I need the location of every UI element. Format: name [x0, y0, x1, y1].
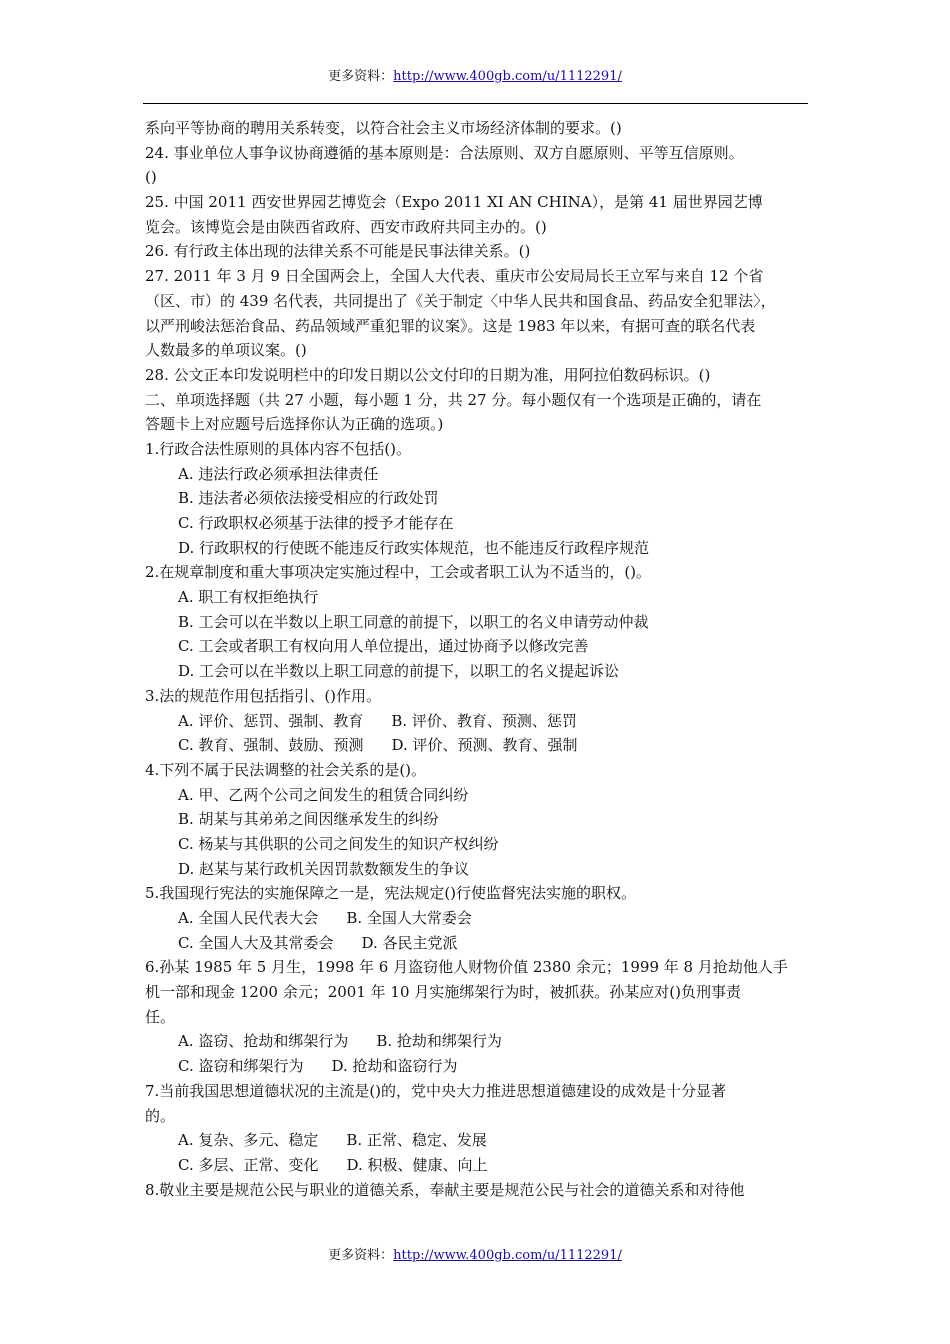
option-b: B. 工会可以在半数以上职工同意的前提下，以职工的名义申请劳动仲裁 [178, 612, 649, 631]
option-row [145, 1128, 809, 1153]
text-line: 系向平等协商的聘用关系转变，以符合社会主义市场经济体制的要求。() [145, 119, 622, 137]
option-c: C. 杨某与其供职的公司之间发生的知识产权纠纷 [178, 834, 499, 853]
option-row [145, 1054, 809, 1079]
header-prefix: 更多资料： [328, 69, 394, 84]
document-body [145, 116, 809, 1202]
option-c: C. 工会或者职工有权向用人单位提出，通过协商予以修改完善 [178, 637, 589, 656]
option-a: A. 复杂、多元、稳定 [178, 1131, 319, 1150]
text-line: 机一部和现金 1200 余元；2001 年 10 月实施绑架行为时，被抓获。孙某应对()负刑事责 [145, 983, 741, 1002]
option-d: D. 评价、预测、教育、强制 [391, 736, 578, 755]
text-line: （区、市）的 439 名代表，共同提出了《关于制定〈中华人民共和国食品、药品安全犯罪法〉， [145, 291, 776, 310]
text-line: 答题卡上对应题号后选择你认为正确的选项。) [145, 415, 444, 434]
question-24: 24. 事业单位人事争议协商遵循的基本原则是：合法原则、双方自愿原则、平等互信原则。 [145, 143, 744, 162]
option-a: A. 全国人民代表大会 [178, 909, 319, 927]
text-line: 任。 [145, 1007, 176, 1026]
question-5: 5.我国现行宪法的实施保障之一是，宪法规定()行使监督宪法实施的职权。 [145, 884, 637, 903]
question-4: 4.下列不属于民法调整的社会关系的是()。 [145, 760, 427, 779]
question-28: 28. 公文正本印发说明栏中的印发日期以公文付印的日期为准，用阿拉伯数码标识。() [145, 365, 711, 384]
option-c: C. 教育、强制、鼓励、预测 [178, 736, 364, 755]
footer-prefix: 更多资料： [328, 1248, 394, 1263]
option-b: B. 评价、教育、预测、惩罚 [391, 711, 577, 730]
question-6: 6.孙某 1985 年 5 月生，1998 年 6 月盗窃他人财物价值 2380 余元；1999 年 8 月抢劫他人手 [145, 958, 788, 977]
option-c: C. 全国人大及其常委会 [178, 933, 334, 952]
header-link[interactable]: http://www.400gb.com/u/1112291/ [393, 69, 622, 84]
option-row [145, 906, 809, 931]
option-a: A. 盗窃、抢劫和绑架行为 [178, 1032, 349, 1051]
option-row [145, 709, 809, 734]
text-line: 的。 [145, 1106, 176, 1125]
text-line: () [145, 168, 157, 187]
option-a: A. 职工有权拒绝执行 [178, 588, 319, 607]
option-d: D. 各民主党派 [361, 933, 458, 952]
option-c: C. 多层、正常、变化 [178, 1155, 319, 1174]
option-c: C. 盗窃和绑架行为 [178, 1057, 304, 1076]
question-27: 27. 2011 年 3 月 9 日全国两会上，全国人大代表、重庆市公安局局长王立军与来自 12 个省 [145, 267, 764, 286]
option-a: A. 评价、惩罚、强制、教育 [178, 711, 364, 730]
text-line: 以严刑峻法惩治食品、药品领域严重犯罪的议案》。这是 1983 年以来，有据可查的联名代表 [145, 316, 756, 335]
option-a: A. 甲、乙两个公司之间发生的租赁合同纠纷 [178, 785, 469, 804]
page-footer [0, 1248, 950, 1264]
option-b: B. 正常、稳定、发展 [346, 1131, 487, 1150]
option-b: B. 抢劫和绑架行为 [376, 1032, 502, 1051]
option-c: C. 行政职权必须基于法律的授予才能存在 [178, 514, 454, 532]
option-d: D. 行政职权的行使既不能违反行政实体规范，也不能违反行政程序规范 [178, 538, 650, 557]
option-row [145, 733, 809, 758]
footer-link[interactable]: http://www.400gb.com/u/1112291/ [393, 1248, 622, 1263]
question-7: 7.当前我国思想道德状况的主流是()的，党中央大力推进思想道德建设的成效是十分显著 [145, 1081, 727, 1100]
option-b: B. 胡某与其弟弟之间因继承发生的纠纷 [178, 810, 439, 829]
option-row [145, 931, 809, 956]
section-heading: 二、单项选择题（共 27 小题，每小题 1 分，共 27 分。每小题仅有一个选项是正确的，请在 [145, 390, 762, 409]
question-3: 3.法的规范作用包括指引、()作用。 [145, 686, 382, 705]
option-b: B. 违法者必须依法接受相应的行政处罚 [178, 489, 439, 508]
page-header [0, 69, 950, 85]
option-d: D. 工会可以在半数以上职工同意的前提下，以职工的名义提起诉讼 [178, 662, 620, 681]
option-d: D. 抢劫和盗窃行为 [331, 1057, 458, 1076]
question-25: 25. 中国 2011 西安世界园艺博览会（Expo 2011 XI AN CHINA），是第 41 届世界园艺博 [145, 193, 763, 212]
option-row [145, 1153, 809, 1178]
option-d: D. 赵某与某行政机关因罚款数额发生的争议 [178, 859, 470, 878]
option-d: D. 积极、健康、向上 [346, 1155, 488, 1174]
option-row [145, 1029, 809, 1054]
question-1: 1.行政合法性原则的具体内容不包括()。 [145, 439, 412, 458]
option-b: B. 全国人大常委会 [346, 909, 472, 927]
question-2: 2.在规章制度和重大事项决定实施过程中，工会或者职工认为不适当的，()。 [145, 563, 652, 582]
option-a: A. 违法行政必须承担法律责任 [178, 464, 379, 483]
question-8: 8.敬业主要是规范公民与职业的道德关系，奉献主要是规范公民与社会的道德关系和对待他 [145, 1180, 745, 1199]
text-line: 览会。该博览会是由陕西省政府、西安市政府共同主办的。() [145, 217, 547, 236]
text-line: 人数最多的单项议案。() [145, 341, 307, 360]
header-divider [143, 103, 808, 104]
question-26: 26. 有行政主体出现的法律关系不可能是民事法律关系。() [145, 242, 531, 261]
